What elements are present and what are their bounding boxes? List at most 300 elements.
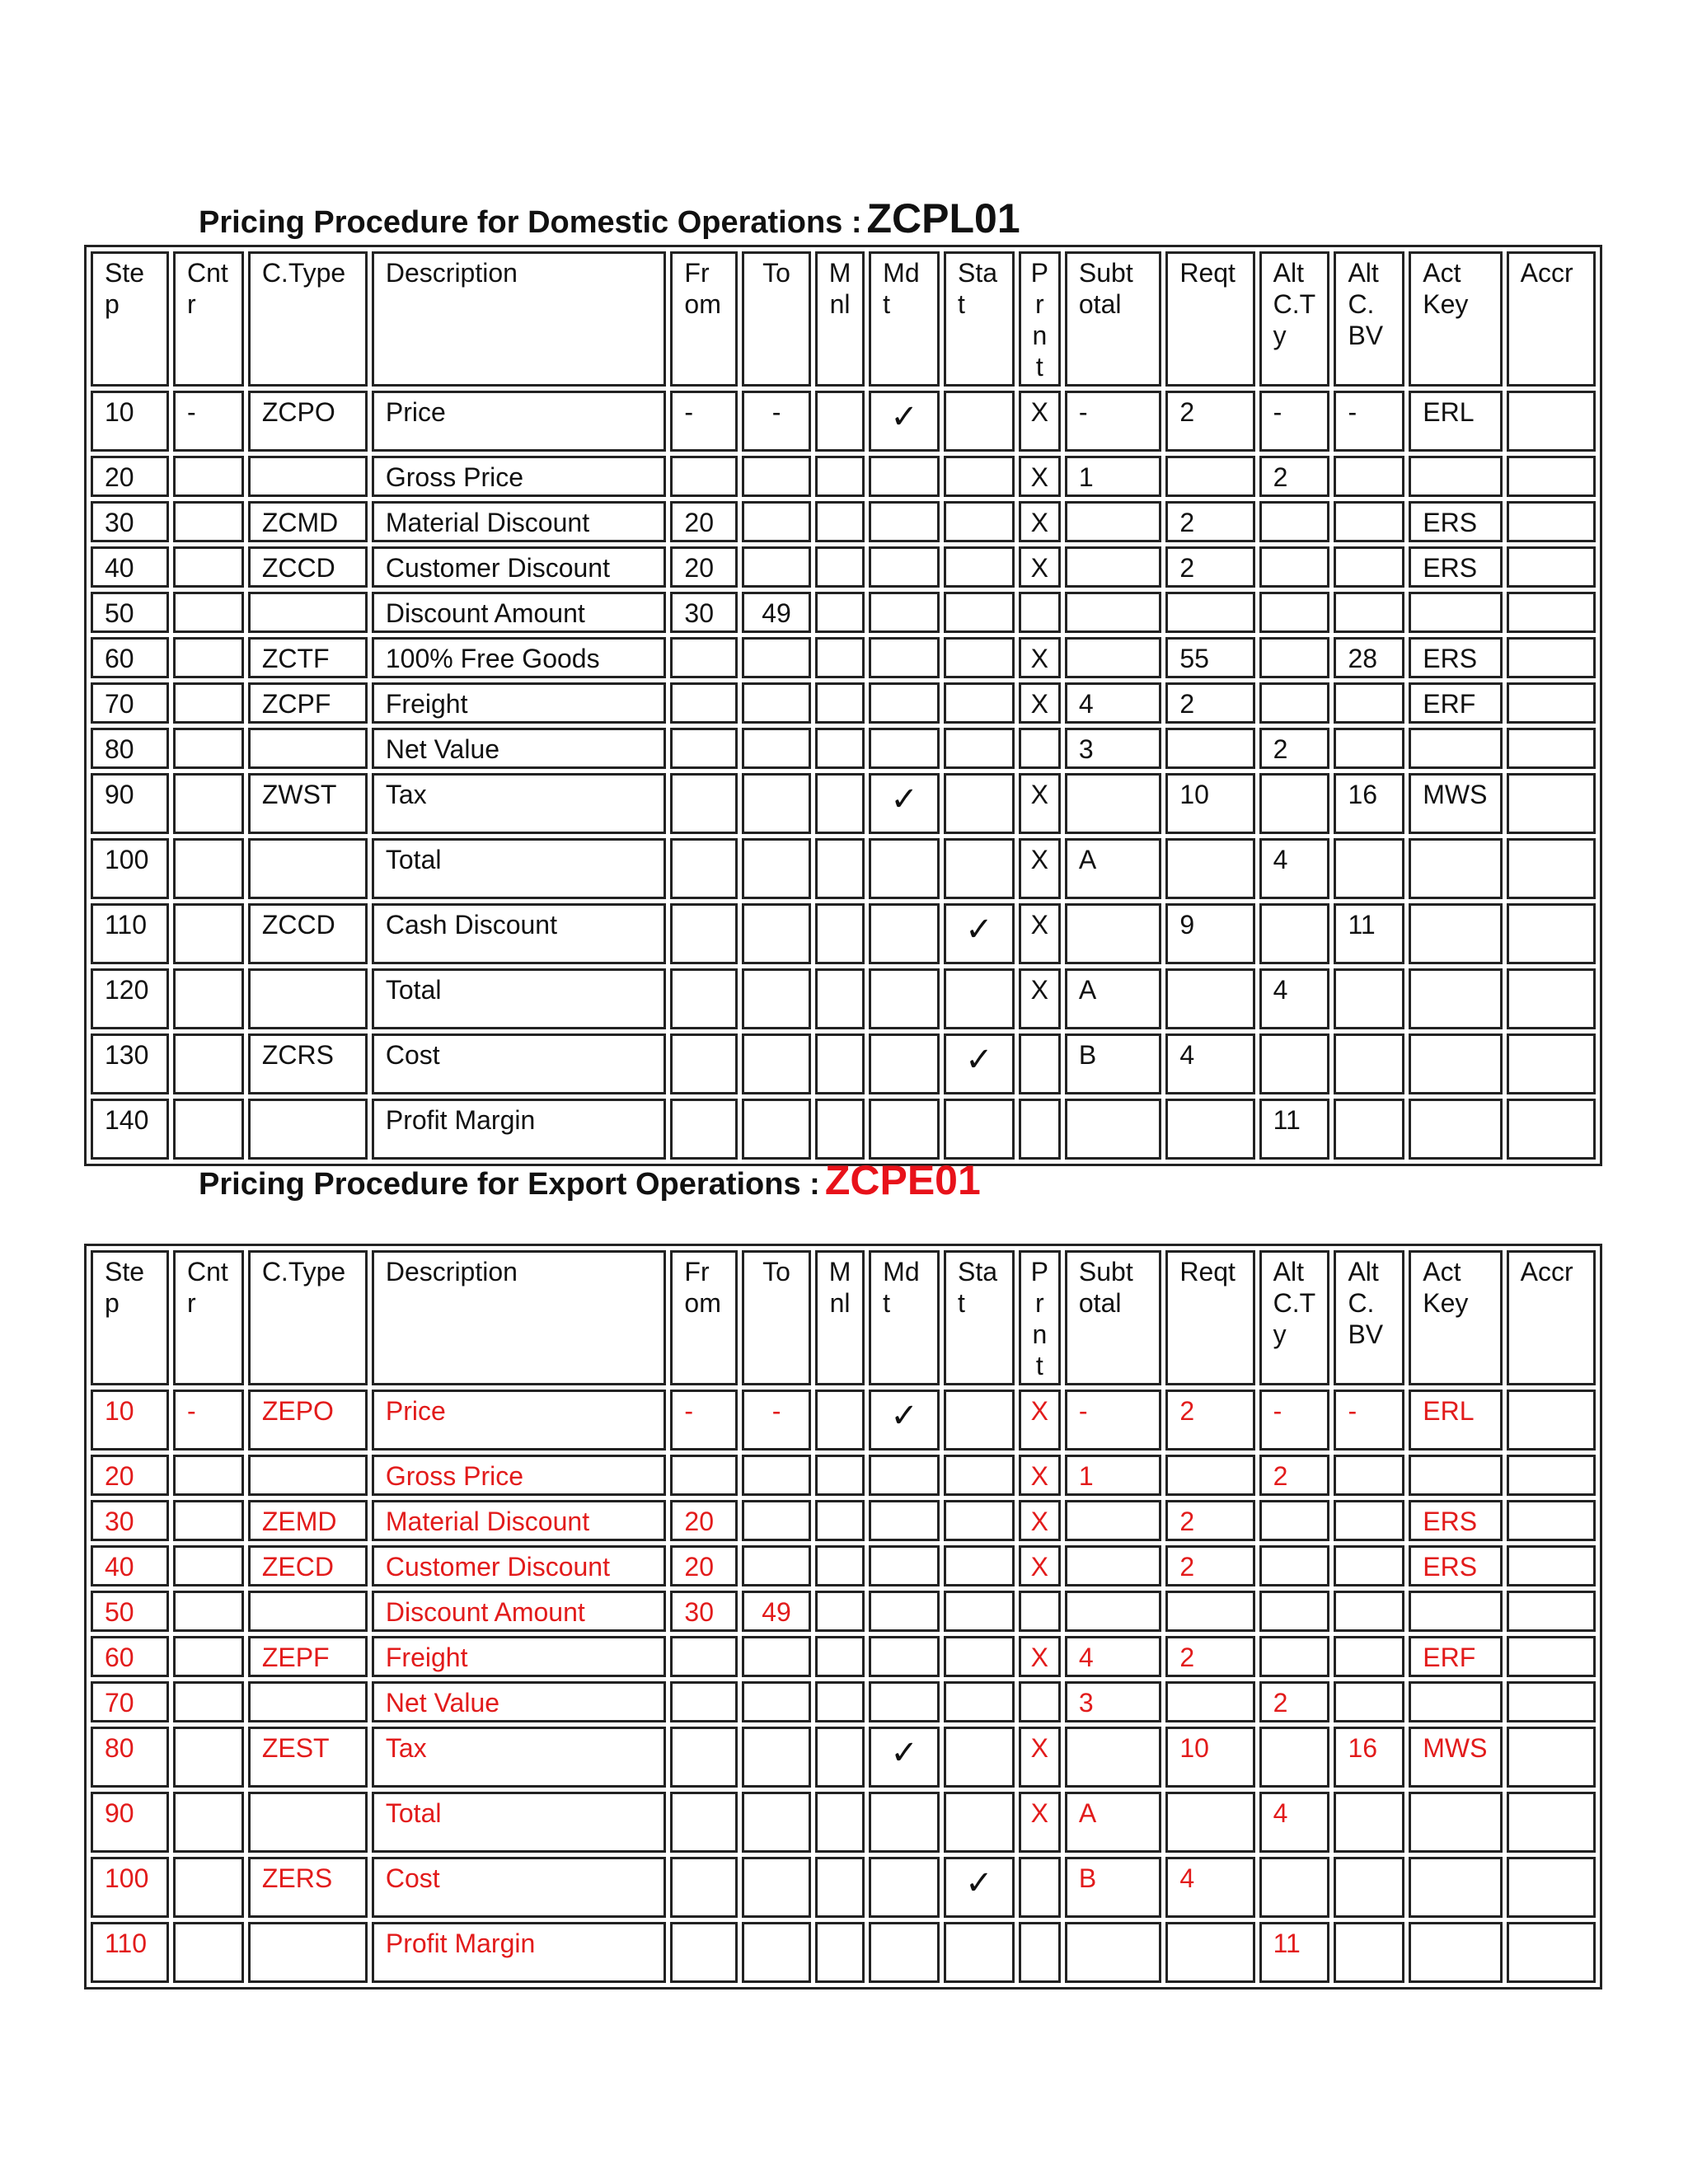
cell-reqt: 2: [1165, 1500, 1254, 1541]
header-prnt: P r n t: [1019, 1250, 1061, 1385]
cell-desc: Cost: [372, 1033, 667, 1094]
cell-prnt: [1019, 1099, 1061, 1160]
cell-step: 10: [91, 1390, 169, 1451]
cell-actkey: [1409, 903, 1502, 964]
cell-from: [670, 1681, 738, 1722]
cell-step: 110: [91, 903, 169, 964]
cell-mnl: [815, 1922, 865, 1983]
cell-mdt: [869, 1033, 940, 1094]
cell-mdt: [869, 391, 940, 452]
cell-prnt: X: [1019, 1792, 1061, 1853]
cell-mnl: [815, 1792, 865, 1853]
cell-reqt: 2: [1165, 1545, 1254, 1586]
cell-subtotal: 3: [1065, 728, 1161, 769]
cell-subtotal: [1065, 546, 1161, 588]
cell-subtotal: [1065, 501, 1161, 542]
header-to: To: [742, 251, 811, 387]
cell-altcbv: [1334, 1455, 1404, 1496]
cell-stat: [944, 592, 1015, 633]
cell-ctype: ZWST: [248, 773, 368, 834]
cell-desc: Cost: [372, 1857, 667, 1918]
cell-ctype: ZCPF: [248, 682, 368, 724]
cell-step: 60: [91, 1636, 169, 1677]
cell-mdt: [869, 1636, 940, 1677]
cell-to: [742, 903, 811, 964]
table-row: [91, 1727, 1596, 1788]
cell-actkey: MWS: [1409, 1727, 1502, 1788]
cell-prnt: X: [1019, 1390, 1061, 1451]
cell-mdt: [869, 1792, 940, 1853]
table-row: [91, 546, 1596, 588]
cell-to: [742, 1727, 811, 1788]
cell-subtotal: [1065, 773, 1161, 834]
header-row: [91, 251, 1596, 387]
cell-mdt: [869, 592, 940, 633]
cell-stat: [944, 456, 1015, 497]
cell-to: [742, 1681, 811, 1722]
cell-altcty: [1259, 592, 1330, 633]
cell-mnl: [815, 1545, 865, 1586]
cell-altcbv: [1334, 456, 1404, 497]
header-step: Ste p: [91, 1250, 169, 1385]
cell-step: 70: [91, 1681, 169, 1722]
cell-from: [670, 456, 738, 497]
cell-mnl: [815, 1857, 865, 1918]
cell-ctype: ZCMD: [248, 501, 368, 542]
domestic-title-text: Pricing Procedure for Domestic Operations :: [199, 205, 862, 240]
cell-mdt: [869, 773, 940, 834]
cell-stat: [944, 391, 1015, 452]
cell-accr: [1507, 1033, 1596, 1094]
cell-subtotal: 1: [1065, 1455, 1161, 1496]
cell-altcbv: [1334, 682, 1404, 724]
cell-altcty: 2: [1259, 456, 1330, 497]
cell-accr: [1507, 728, 1596, 769]
cell-cntr: [173, 903, 244, 964]
cell-stat: [944, 903, 1015, 964]
cell-altcty: 4: [1259, 838, 1330, 899]
cell-stat: [944, 968, 1015, 1029]
cell-prnt: X: [1019, 501, 1061, 542]
cell-mnl: [815, 838, 865, 899]
cell-mnl: [815, 682, 865, 724]
table-row: [91, 968, 1596, 1029]
cell-subtotal: A: [1065, 838, 1161, 899]
cell-stat: [944, 1681, 1015, 1722]
cell-step: 40: [91, 1545, 169, 1586]
cell-accr: [1507, 968, 1596, 1029]
cell-altcbv: 28: [1334, 637, 1404, 678]
cell-accr: [1507, 1636, 1596, 1677]
cell-cntr: [173, 838, 244, 899]
table-row: [91, 682, 1596, 724]
cell-step: 90: [91, 1792, 169, 1853]
cell-step: 80: [91, 728, 169, 769]
cell-step: 30: [91, 1500, 169, 1541]
cell-step: 80: [91, 1727, 169, 1788]
cell-prnt: X: [1019, 546, 1061, 588]
cell-cntr: [173, 546, 244, 588]
cell-ctype: [248, 592, 368, 633]
cell-step: 130: [91, 1033, 169, 1094]
cell-accr: [1507, 1099, 1596, 1160]
cell-mdt: [869, 1455, 940, 1496]
cell-reqt: 4: [1165, 1033, 1254, 1094]
cell-desc: Price: [372, 391, 667, 452]
cell-accr: [1507, 637, 1596, 678]
table-row: [91, 456, 1596, 497]
cell-mnl: [815, 1099, 865, 1160]
cell-cntr: [173, 728, 244, 769]
cell-to: [742, 773, 811, 834]
cell-stat: [944, 838, 1015, 899]
cell-cntr: [173, 456, 244, 497]
cell-altcty: -: [1259, 1390, 1330, 1451]
cell-reqt: [1165, 1455, 1254, 1496]
cell-prnt: X: [1019, 968, 1061, 1029]
cell-prnt: X: [1019, 1636, 1061, 1677]
cell-stat: [944, 1099, 1015, 1160]
cell-to: [742, 1857, 811, 1918]
cell-from: -: [670, 391, 738, 452]
cell-to: [742, 1792, 811, 1853]
cell-cntr: [173, 1727, 244, 1788]
cell-actkey: ERS: [1409, 1545, 1502, 1586]
cell-stat: [944, 1727, 1015, 1788]
header-desc: Description: [372, 1250, 667, 1385]
cell-desc: Customer Discount: [372, 1545, 667, 1586]
cell-altcty: [1259, 546, 1330, 588]
cell-from: [670, 1033, 738, 1094]
cell-ctype: [248, 1099, 368, 1160]
cell-from: 20: [670, 501, 738, 542]
header-accr: Accr: [1507, 251, 1596, 387]
cell-cntr: [173, 1099, 244, 1160]
cell-desc: Net Value: [372, 1681, 667, 1722]
cell-desc: Tax: [372, 773, 667, 834]
cell-mdt: [869, 1727, 940, 1788]
cell-cntr: [173, 1922, 244, 1983]
cell-from: [670, 1922, 738, 1983]
cell-ctype: ZEMD: [248, 1500, 368, 1541]
export-procedure-code: ZCPE01: [824, 1157, 981, 1203]
cell-stat: [944, 1792, 1015, 1853]
cell-reqt: 2: [1165, 1636, 1254, 1677]
cell-ctype: ZCTF: [248, 637, 368, 678]
table-row: [91, 1545, 1596, 1586]
cell-prnt: X: [1019, 1727, 1061, 1788]
cell-step: 140: [91, 1099, 169, 1160]
cell-to: [742, 1636, 811, 1677]
cell-to: [742, 1099, 811, 1160]
cell-step: 100: [91, 838, 169, 899]
cell-prnt: [1019, 1922, 1061, 1983]
cell-subtotal: -: [1065, 1390, 1161, 1451]
cell-to: [742, 728, 811, 769]
header-row: [91, 1250, 1596, 1385]
cell-prnt: X: [1019, 773, 1061, 834]
cell-from: 20: [670, 546, 738, 588]
cell-stat: [944, 1545, 1015, 1586]
header-cntr: Cnt r: [173, 251, 244, 387]
cell-actkey: ERS: [1409, 637, 1502, 678]
cell-step: 100: [91, 1857, 169, 1918]
cell-accr: [1507, 391, 1596, 452]
cell-ctype: ZCCD: [248, 903, 368, 964]
cell-step: 70: [91, 682, 169, 724]
cell-actkey: ERS: [1409, 501, 1502, 542]
cell-reqt: [1165, 456, 1254, 497]
cell-accr: [1507, 1455, 1596, 1496]
header-actkey: Act Key: [1409, 251, 1502, 387]
cell-desc: 100% Free Goods: [372, 637, 667, 678]
cell-accr: [1507, 773, 1596, 834]
cell-prnt: [1019, 1033, 1061, 1094]
cell-actkey: [1409, 1922, 1502, 1983]
cell-actkey: [1409, 728, 1502, 769]
cell-actkey: [1409, 1792, 1502, 1853]
cell-ctype: ZCPO: [248, 391, 368, 452]
header-accr: Accr: [1507, 1250, 1596, 1385]
cell-mnl: [815, 1681, 865, 1722]
cell-cntr: [173, 1033, 244, 1094]
header-mdt: Md t: [869, 251, 940, 387]
table-row: [91, 838, 1596, 899]
cell-actkey: ERL: [1409, 391, 1502, 452]
cell-ctype: ZECD: [248, 1545, 368, 1586]
cell-altcbv: [1334, 1545, 1404, 1586]
cell-accr: [1507, 456, 1596, 497]
cell-actkey: [1409, 838, 1502, 899]
cell-stat: [944, 728, 1015, 769]
cell-reqt: 2: [1165, 546, 1254, 588]
cell-subtotal: [1065, 592, 1161, 633]
cell-altcbv: [1334, 1500, 1404, 1541]
cell-prnt: X: [1019, 391, 1061, 452]
header-from: Fr om: [670, 251, 738, 387]
header-cntr: Cnt r: [173, 1250, 244, 1385]
cell-mnl: [815, 903, 865, 964]
cell-mnl: [815, 773, 865, 834]
cell-subtotal: [1065, 1591, 1161, 1632]
cell-accr: [1507, 1591, 1596, 1632]
cell-stat: [944, 1390, 1015, 1451]
cell-prnt: X: [1019, 1455, 1061, 1496]
table-row: [91, 773, 1596, 834]
header-stat: Sta t: [944, 1250, 1015, 1385]
cell-prnt: [1019, 1681, 1061, 1722]
cell-altcbv: [1334, 968, 1404, 1029]
cell-step: 60: [91, 637, 169, 678]
cell-altcbv: [1334, 1099, 1404, 1160]
table-row: [91, 1033, 1596, 1094]
cell-stat: [944, 1591, 1015, 1632]
cell-subtotal: 4: [1065, 682, 1161, 724]
cell-accr: [1507, 546, 1596, 588]
cell-altcty: [1259, 1500, 1330, 1541]
cell-stat: [944, 1636, 1015, 1677]
cell-prnt: [1019, 592, 1061, 633]
header-reqt: Reqt: [1165, 1250, 1254, 1385]
cell-to: 49: [742, 1591, 811, 1632]
cell-ctype: [248, 1681, 368, 1722]
cell-subtotal: 3: [1065, 1681, 1161, 1722]
checkmark-icon: ✓: [890, 1735, 918, 1771]
cell-prnt: [1019, 1857, 1061, 1918]
cell-actkey: ERL: [1409, 1390, 1502, 1451]
header-step: Ste p: [91, 251, 169, 387]
cell-to: [742, 1500, 811, 1541]
cell-mnl: [815, 637, 865, 678]
cell-reqt: [1165, 838, 1254, 899]
cell-prnt: [1019, 728, 1061, 769]
cell-actkey: ERS: [1409, 1500, 1502, 1541]
cell-from: 20: [670, 1545, 738, 1586]
cell-desc: Tax: [372, 1727, 667, 1788]
cell-altcty: [1259, 1033, 1330, 1094]
cell-reqt: [1165, 968, 1254, 1029]
cell-step: 90: [91, 773, 169, 834]
cell-ctype: [248, 456, 368, 497]
cell-altcbv: -: [1334, 391, 1404, 452]
cell-mnl: [815, 1455, 865, 1496]
cell-mnl: [815, 728, 865, 769]
cell-altcty: [1259, 1727, 1330, 1788]
cell-step: 20: [91, 456, 169, 497]
header-altcty: Alt C.T y: [1259, 251, 1330, 387]
cell-subtotal: A: [1065, 1792, 1161, 1853]
table-row: [91, 1500, 1596, 1541]
cell-altcbv: [1334, 1681, 1404, 1722]
cell-mnl: [815, 1727, 865, 1788]
cell-altcbv: [1334, 1922, 1404, 1983]
checkmark-icon: ✓: [890, 1398, 918, 1434]
cell-accr: [1507, 501, 1596, 542]
cell-stat: [944, 501, 1015, 542]
cell-actkey: [1409, 1681, 1502, 1722]
header-to: To: [742, 1250, 811, 1385]
cell-stat: [944, 1857, 1015, 1918]
cell-mnl: [815, 546, 865, 588]
header-desc: Description: [372, 251, 667, 387]
cell-altcbv: [1334, 1033, 1404, 1094]
header-subtotal: Subt otal: [1065, 1250, 1161, 1385]
cell-prnt: X: [1019, 838, 1061, 899]
cell-step: 110: [91, 1922, 169, 1983]
cell-mdt: [869, 1545, 940, 1586]
cell-altcty: [1259, 682, 1330, 724]
cell-altcty: [1259, 1545, 1330, 1586]
cell-prnt: [1019, 1591, 1061, 1632]
cell-altcty: [1259, 903, 1330, 964]
cell-desc: Profit Margin: [372, 1922, 667, 1983]
cell-actkey: ERF: [1409, 1636, 1502, 1677]
cell-altcty: [1259, 1591, 1330, 1632]
cell-stat: [944, 1033, 1015, 1094]
cell-cntr: [173, 1455, 244, 1496]
cell-accr: [1507, 1922, 1596, 1983]
cell-subtotal: B: [1065, 1033, 1161, 1094]
cell-accr: [1507, 1545, 1596, 1586]
cell-altcbv: 11: [1334, 903, 1404, 964]
cell-prnt: X: [1019, 903, 1061, 964]
cell-from: 20: [670, 1500, 738, 1541]
cell-desc: Total: [372, 838, 667, 899]
cell-actkey: [1409, 592, 1502, 633]
cell-cntr: [173, 501, 244, 542]
cell-altcty: [1259, 637, 1330, 678]
cell-desc: Net Value: [372, 728, 667, 769]
cell-altcbv: 16: [1334, 773, 1404, 834]
cell-subtotal: [1065, 1500, 1161, 1541]
cell-desc: Freight: [372, 1636, 667, 1677]
cell-accr: [1507, 1390, 1596, 1451]
cell-desc: Material Discount: [372, 1500, 667, 1541]
cell-ctype: [248, 838, 368, 899]
cell-from: [670, 682, 738, 724]
export-title-text: Pricing Procedure for Export Operations :: [199, 1167, 820, 1202]
cell-reqt: [1165, 1792, 1254, 1853]
cell-stat: [944, 1922, 1015, 1983]
cell-from: -: [670, 1390, 738, 1451]
cell-desc: Gross Price: [372, 456, 667, 497]
cell-altcty: [1259, 773, 1330, 834]
header-mdt: Md t: [869, 1250, 940, 1385]
table-row: [91, 637, 1596, 678]
cell-actkey: [1409, 1591, 1502, 1632]
cell-actkey: [1409, 1033, 1502, 1094]
cell-altcbv: [1334, 1792, 1404, 1853]
domestic-pricing-table: [84, 245, 1602, 1166]
cell-subtotal: [1065, 1922, 1161, 1983]
cell-subtotal: 1: [1065, 456, 1161, 497]
cell-ctype: [248, 1922, 368, 1983]
cell-mdt: [869, 728, 940, 769]
cell-cntr: [173, 773, 244, 834]
cell-desc: Price: [372, 1390, 667, 1451]
cell-altcty: 4: [1259, 968, 1330, 1029]
cell-cntr: [173, 637, 244, 678]
cell-desc: Customer Discount: [372, 546, 667, 588]
cell-subtotal: -: [1065, 391, 1161, 452]
cell-subtotal: [1065, 903, 1161, 964]
cell-accr: [1507, 1792, 1596, 1853]
cell-mnl: [815, 968, 865, 1029]
header-subtotal: Subt otal: [1065, 251, 1161, 387]
table-row: [91, 1681, 1596, 1722]
cell-ctype: ZEPF: [248, 1636, 368, 1677]
cell-cntr: [173, 1857, 244, 1918]
header-mnl: M nl: [815, 251, 865, 387]
table-row: [91, 1390, 1596, 1451]
cell-from: [670, 1857, 738, 1918]
cell-prnt: X: [1019, 456, 1061, 497]
cell-actkey: ERS: [1409, 546, 1502, 588]
cell-cntr: [173, 1636, 244, 1677]
cell-mnl: [815, 456, 865, 497]
cell-altcty: 11: [1259, 1099, 1330, 1160]
cell-mnl: [815, 1500, 865, 1541]
cell-reqt: 2: [1165, 1390, 1254, 1451]
checkmark-icon: ✓: [965, 1042, 993, 1078]
cell-actkey: ERF: [1409, 682, 1502, 724]
cell-desc: Total: [372, 968, 667, 1029]
header-ctype: C.Type: [248, 251, 368, 387]
cell-ctype: [248, 1455, 368, 1496]
cell-ctype: [248, 968, 368, 1029]
cell-altcty: 2: [1259, 1681, 1330, 1722]
cell-actkey: MWS: [1409, 773, 1502, 834]
